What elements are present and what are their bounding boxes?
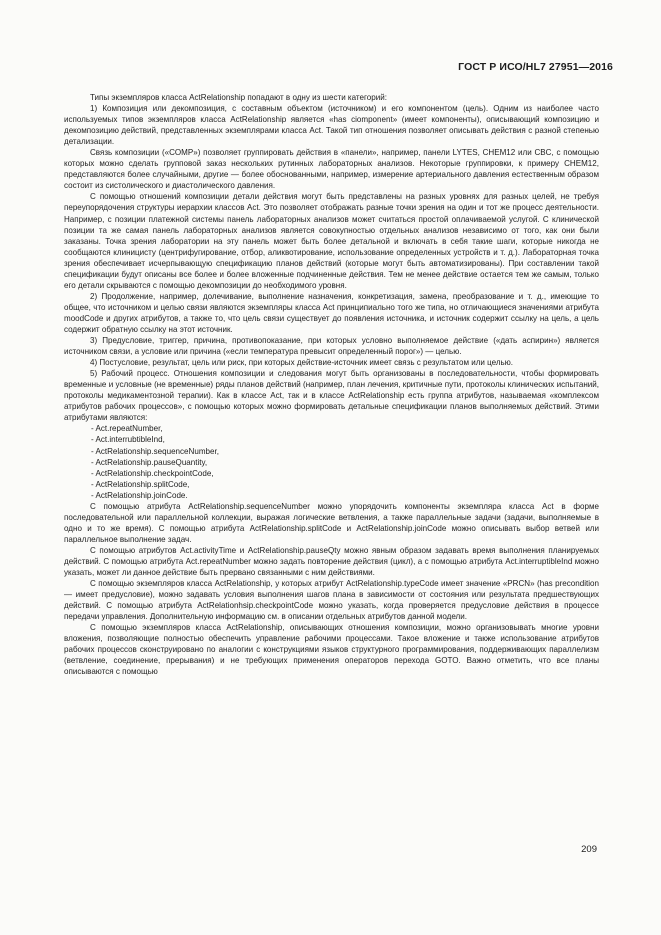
paragraph: Связь композиции («COMP») позволяет группировать действия в «панели», например, панели LYTES, CHEM12 или CBC, с помощью которых можно сделать групповой заказ нескольких рутинных лабораторных анализов. Некоторые группировки, к примеру CHEM12, представляются более случайными, другие — более обоснованными, например, измерение артериального давления естественным образом состоит из систолического и диастолического давления. bbox=[64, 148, 599, 191]
list-item: - Act.repeatNumber, bbox=[91, 423, 599, 434]
list-item: - Act.interrubtibleInd, bbox=[91, 434, 599, 445]
document-header: ГОСТ Р ИСО/HL7 27951—2016 bbox=[458, 61, 613, 73]
paragraph: 2) Продолжение, например, долечивание, выполнение назначения, конкретизация, замена, преобразование и т. д., имеющие то общее, что источником и целью связи являются экземпляры класса Act принципиально того же типа, но отличающиеся значениями атрибута moodCode и других атрибутов, а также то, что цель связи существует до появления источника, и источник содержит ссылку на цель, а цель содержит обратную ссылку на этот источник. bbox=[64, 291, 599, 334]
list-item: - ActRelationship.checkpointCode, bbox=[91, 468, 599, 479]
paragraph: С помощью экземпляров класса ActRelationship, у которых атрибут ActRelationship.typeCode имеет значение «PRCN» (has precondition — имеет предусловие), можно задавать условия выполнения шагов плана в зависимости от состояния или результата предшествующих действий. С помощью атрибута ActRelationhsip.checkpointCode можно указать, когда проверяется предусловие действия в процессе передачи управления. Дополнительную информацию см. в описании отдельных атрибутов данной модели. bbox=[64, 579, 599, 622]
paragraph: С помощью экземпляров класса ActRelationship, описывающих отношения композиции, можно организовывать многие уровни вложения, позволяющие полностью обеспечить управление рабочими процессами. Такое вложение и также использование атрибутов рабочих процессов сконструировано по аналогии с конструкциями языков структурного программирования, поддерживающих параллелизм (ветвление, соединение, прерывания) и не требующих применения операторов перехода GOTO. Важно отметить, что все планы описываются с помощью bbox=[64, 623, 599, 677]
paragraph: С помощью атрибутов Act.activityTime и ActRelationship.pauseQty можно явным образом задавать время выполнения планируемых действий. С помощью атрибута Act.repeatNumber можно задать повторение действия (цикл), а с помощью атрибута Act.interruptibleInd можно указать, может ли данное действие быть прервано связанными с ним действиями. bbox=[64, 545, 599, 578]
body-text bbox=[64, 92, 599, 677]
paragraph: С помощью атрибута ActRelationship.sequenceNumber можно упорядочить компоненты экземпляра класса Act в форме последовательной или параллельной коллекции, выражая логические ветвления, а также параллельные задачи (задачи, выполняемые в одно и то же время). С помощью атрибута ActRelationship.splitCode и ActRelationship.joinCode можно описывать выбор ветвей или параллельное выполнение задач. bbox=[64, 501, 599, 544]
list-item: - ActRelationship.sequenceNumber, bbox=[91, 446, 599, 457]
list-item: - ActRelationship.joinCode. bbox=[91, 490, 599, 501]
paragraph: 1) Композиция или декомпозиция, с составным объектом (источником) и его компонентом (цель). Одним из наиболее часто используемых типов экземпляров класса ActRelationship является «has ciomponent» (имеет компоненты), описывающий композицию и декомпозицию действий, представленных экземплярами класса Act. Такой тип отношения позволяет описывать действия с разной степенью детализации. bbox=[64, 104, 599, 147]
paragraph: 5) Рабочий процесс. Отношения композиции и следования могут быть организованы в последовательности, чтобы формировать временные и условные (не временные) ряды планов действий (например, план лечения, критичные пути, протоколы клинических испытаний, протоколы медикаментозной терапии). Как в классе Act, так и в классе ActRelationship есть группа атрибутов, называемая «комплексом атрибутов рабочих процессов», с помощью которых можно формировать детальные спецификации планов выполняемых действий. Этими атрибутами являются: bbox=[64, 369, 599, 423]
paragraph: Типы экземпляров класса ActRelationship попадают в одну из шести категорий: bbox=[90, 93, 387, 102]
attribute-list bbox=[64, 423, 599, 500]
paragraph: 3) Предусловие, триггер, причина, противопоказание, при которых условно выполняемое действие («дать аспирин») является источником связи, а условие или причина («если температура превысит определенный порог») — целью. bbox=[64, 336, 599, 357]
list-item: - ActRelationship.pauseQuantity, bbox=[91, 457, 599, 468]
paragraph: С помощью отношений композиции детали действия могут быть представлены на разных уровнях для разных целей, не требуя переупорядочения структуры иерархии классов Act. Это позволяет отображать разные точки зрения на один и тот же процесс деятельности. Например, с позиции платежной системы панель лабораторных анализов может считаться простой оплачиваемой услугой. С клинической позиции та же самая панель лабораторных анализов является совокупностью отдельных анализов независимо от того, как они были заказаны. Точка зрения лаборатории на эту панель может быть более детальной и включать в себя такие шаги, которые никогда не сообщаются клиницисту (центрифугирование, отбор, аликвотирование, использование определенных устройств и т. д.). Лабораторная точка зрения обеспечивает исчерпывающую спецификацию планов действий (которые могут быть автоматизированы). При составлении такой спецификации будут описаны все более и более вложенные подчиненные действия. Тем не менее действие остается тем же самым, только его детали скрываются с помощью декомпозиции до необходимого уровня. bbox=[64, 192, 599, 290]
list-item: - ActRelationship.splitCode, bbox=[91, 479, 599, 490]
paragraph: 4) Постусловие, результат, цель или риск, при которых действие-источник имеет связь с результатом или целью. bbox=[90, 358, 514, 368]
page-number: 209 bbox=[581, 844, 597, 855]
